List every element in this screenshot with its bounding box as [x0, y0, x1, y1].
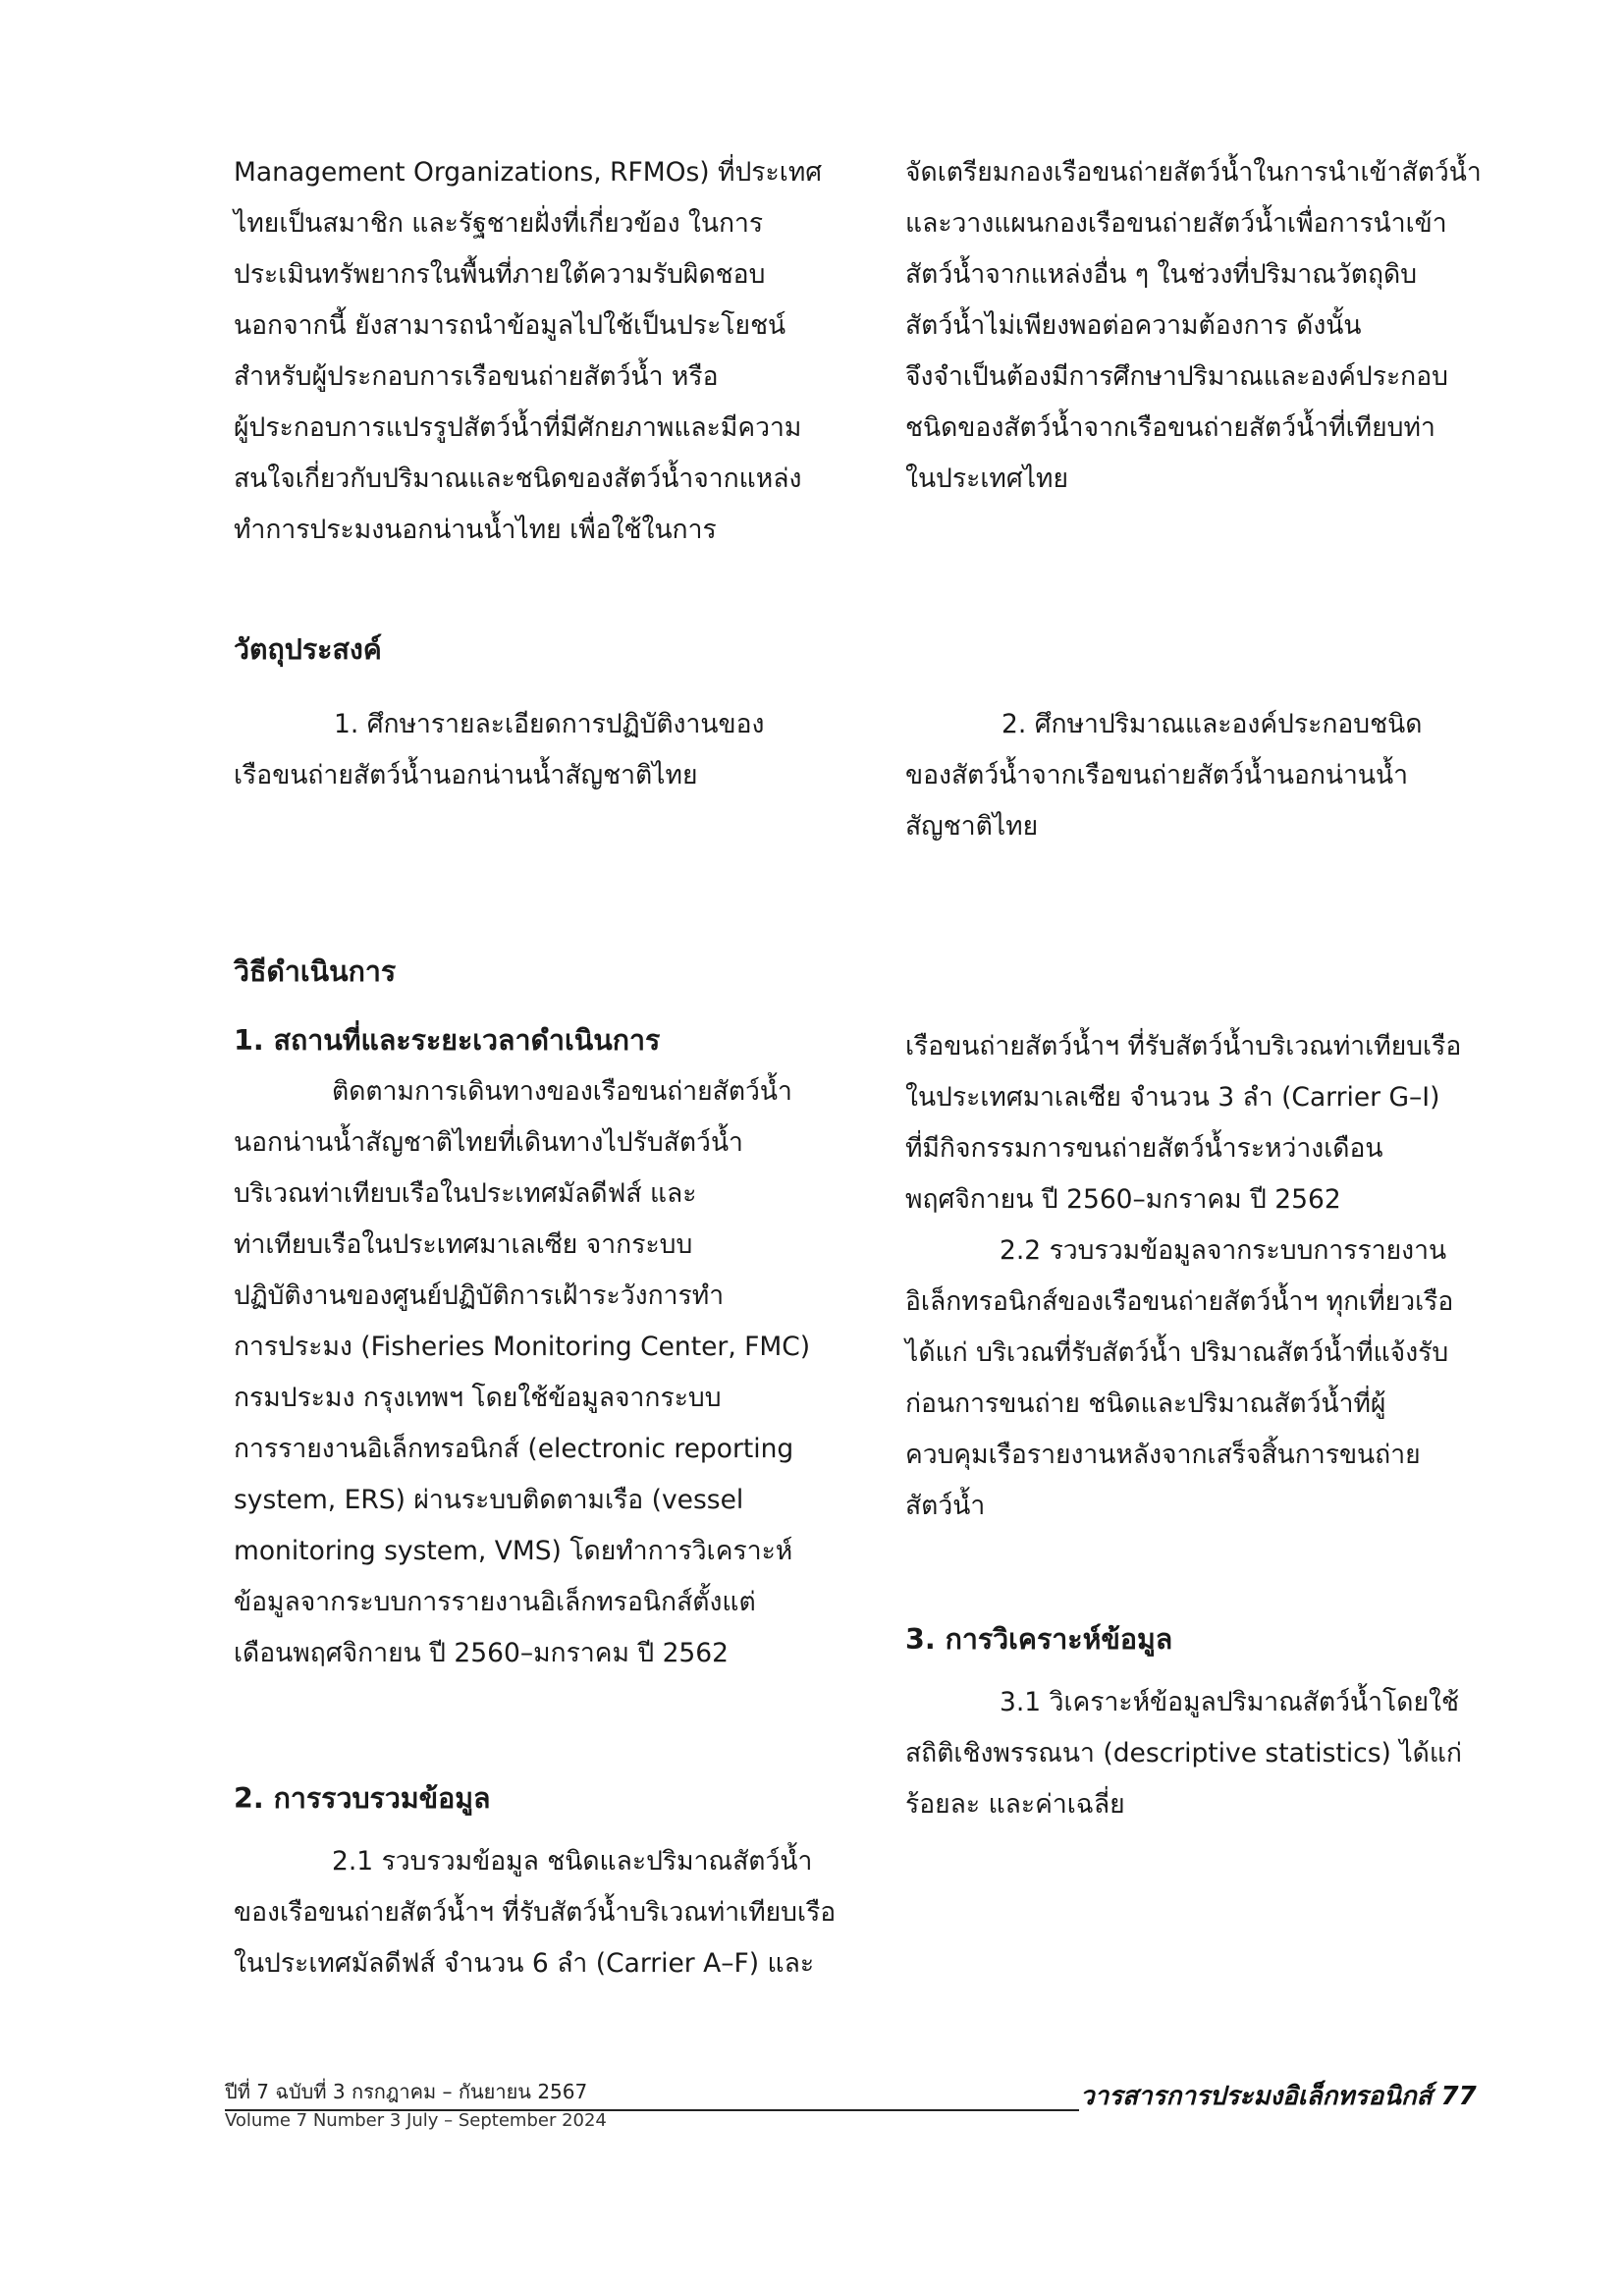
text-line: เรือขนถ่ายสัตว์น้ำฯ ที่รับสัตว์น้ำบริเวณท่าเทียบเรือ — [905, 1031, 1462, 1061]
text-line: เดือนพฤศจิกายน ปี 2560–มกราคม ปี 2562 — [234, 1638, 730, 1668]
footer-journal — [1080, 2077, 1477, 2116]
text-line: สำหรับผู้ประกอบการเรือขนถ่ายสัตว์น้ำ หรือ — [234, 361, 719, 392]
text-line: ผู้ประกอบการแปรรูปสัตว์น้ำที่มีศักยภาพและมีความ — [234, 412, 802, 443]
page-number: 77 — [1440, 2082, 1477, 2111]
text-line: สนใจเกี่ยวกับปริมาณและชนิดของสัตว์น้ำจากแหล่ง — [234, 463, 802, 494]
text-line: นอกน่านน้ำสัญชาติไทยที่เดินทางไปรับสัตว์น้ำ — [234, 1127, 743, 1158]
text-line: ของเรือขนถ่ายสัตว์น้ำฯ ที่รับสัตว์น้ำบริเวณท่าเทียบเรือ — [234, 1897, 837, 1928]
text-line: 2.1 รวบรวมข้อมูล ชนิดและปริมาณสัตว์น้ำ — [332, 1846, 813, 1877]
section1-paragraph — [234, 1066, 811, 1679]
text-line: ทำการประมงนอกน่านน้ำไทย เพื่อใช้ในการ — [234, 515, 717, 545]
text-line: บริเวณท่าเทียบเรือในประเทศมัลดีฟส์ และ — [234, 1178, 697, 1209]
text-line: ติดตามการเดินทางของเรือขนถ่ายสัตว์น้ำ — [332, 1076, 792, 1107]
text-line: ปฏิบัติงานของศูนย์ปฏิบัติการเฝ้าระวังการทำ — [234, 1280, 725, 1311]
text-line: ในประเทศไทย — [905, 463, 1069, 494]
objective-1 — [234, 699, 808, 801]
text-line: ข้อมูลจากระบบการรายงานอิเล็กทรอนิกส์ตั้งแต่ — [234, 1587, 756, 1617]
text-line: ได้แก่ บริเวณที่รับสัตว์น้ำ ปริมาณสัตว์น้ำที่แจ้งรับ — [905, 1337, 1449, 1368]
text-line: จึงจำเป็นต้องมีการศึกษาปริมาณและองค์ประกอบ — [905, 361, 1448, 392]
methods-heading: วิธีดำเนินการ — [234, 955, 397, 988]
section1-heading: 1. สถานที่และระยะเวลาดำเนินการ — [234, 1024, 661, 1057]
text-line: สัตว์น้ำ — [905, 1491, 986, 1521]
text-line: การประมง (Fisheries Monitoring Center, FMC) — [234, 1332, 811, 1362]
text-line: จัดเตรียมกองเรือขนถ่ายสัตว์น้ำในการนำเข้าสัตว์น้ำ — [905, 157, 1482, 188]
text-line: ร้อยละ และค่าเฉลี่ย — [905, 1789, 1125, 1820]
footer-issue-th: ปีที่ 7 ฉบับที่ 3 กรกฎาคม – กันยายน 2567 — [225, 2080, 588, 2103]
text-line: สัญชาติไทย — [905, 811, 1039, 842]
section2-paragraph — [234, 1836, 837, 1989]
text-line: นอกจากนี้ ยังสามารถนำข้อมูลไปใช้เป็นประโยชน์ — [234, 310, 786, 341]
footer-issue — [225, 2077, 607, 2136]
section2-2-paragraph — [905, 1225, 1480, 1532]
text-line: ของสัตว์น้ำจากเรือขนถ่ายสัตว์น้ำนอกน่านน้ำ — [905, 760, 1409, 790]
footer-divider — [225, 2109, 1079, 2111]
footer-issue-en: Volume 7 Number 3 July – September 2024 — [225, 2110, 607, 2131]
text-line: สถิติเชิงพรรณนา (descriptive statistics) ได้แก่ — [905, 1738, 1462, 1769]
section3-heading: 3. การวิเคราะห์ข้อมูล — [905, 1623, 1173, 1656]
section2-right-paragraph — [905, 1021, 1480, 1225]
text-line: การรายงานอิเล็กทรอนิกส์ (electronic reporting — [234, 1434, 794, 1464]
text-line: ชนิดของสัตว์น้ำจากเรือขนถ่ายสัตว์น้ำที่เทียบท่า — [905, 412, 1435, 443]
section3-paragraph — [905, 1677, 1480, 1830]
text-line: system, ERS) ผ่านระบบติดตามเรือ (vessel — [234, 1485, 744, 1515]
objectives-heading: วัตถุประสงค์ — [234, 633, 382, 666]
text-line: ประเมินทรัพยากรในพื้นที่ภายใต้ความรับผิดชอบ — [234, 259, 766, 290]
journal-title: วารสารการประมงอิเล็กทรอนิกส์ — [1080, 2082, 1433, 2111]
text-line: 3.1 วิเคราะห์ข้อมูลปริมาณสัตว์น้ำโดยใช้ — [1000, 1687, 1459, 1717]
text-line: กรมประมง กรุงเทพฯ โดยใช้ข้อมูลจากระบบ — [234, 1383, 722, 1413]
objective-2 — [905, 699, 1480, 852]
text-line: ควบคุมเรือรายงานหลังจากเสร็จสิ้นการขนถ่าย — [905, 1440, 1421, 1470]
text-line: เรือขนถ่ายสัตว์น้ำนอกน่านน้ำสัญชาติไทย — [234, 760, 698, 790]
text-line: ก่อนการขนถ่าย ชนิดและปริมาณสัตว์น้ำที่ผู้ — [905, 1388, 1386, 1419]
text-line: ในประเทศมาเลเซีย จำนวน 3 ลำ (Carrier G–I) — [905, 1082, 1440, 1113]
text-line: ท่าเทียบเรือในประเทศมาเลเซีย จากระบบ — [234, 1229, 693, 1260]
text-line: ที่มีกิจกรรมการขนถ่ายสัตว์น้ำระหว่างเดือน — [905, 1133, 1383, 1164]
text-line: ในประเทศมัลดีฟส์ จำนวน 6 ลำ (Carrier A–F) และ — [234, 1948, 815, 1979]
text-line: สัตว์น้ำไม่เพียงพอต่อความต้องการ ดังนั้น — [905, 310, 1362, 341]
right-intro-paragraph — [905, 147, 1480, 505]
text-line: 2.2 รวบรวมข้อมูลจากระบบการรายงาน — [1000, 1235, 1447, 1266]
text-line: monitoring system, VMS) โดยทำการวิเคราะห์ — [234, 1536, 793, 1566]
text-line: 1. ศึกษารายละเอียดการปฏิบัติงานของ — [334, 709, 765, 739]
text-line: 2. ศึกษาปริมาณและองค์ประกอบชนิด — [1001, 709, 1423, 739]
text-line: สัตว์น้ำจากแหล่งอื่น ๆ ในช่วงที่ปริมาณวัตถุดิบ — [905, 259, 1418, 290]
text-line: อิเล็กทรอนิกส์ของเรือขนถ่ายสัตว์น้ำฯ ทุกเที่ยวเรือ — [905, 1286, 1454, 1317]
text-line: พฤศจิกายน ปี 2560–มกราคม ปี 2562 — [905, 1184, 1341, 1215]
text-line: Management Organizations, RFMOs) ที่ประเทศ — [234, 157, 823, 188]
text-line: และวางแผนกองเรือขนถ่ายสัตว์น้ำเพื่อการนำเข้า — [905, 208, 1447, 239]
left-intro-paragraph — [234, 147, 823, 556]
section2-heading: 2. การรวบรวมข้อมูล — [234, 1782, 491, 1815]
text-line: ไทยเป็นสมาชิก และรัฐชายฝั่งที่เกี่ยวข้อง ในการ — [234, 208, 764, 239]
